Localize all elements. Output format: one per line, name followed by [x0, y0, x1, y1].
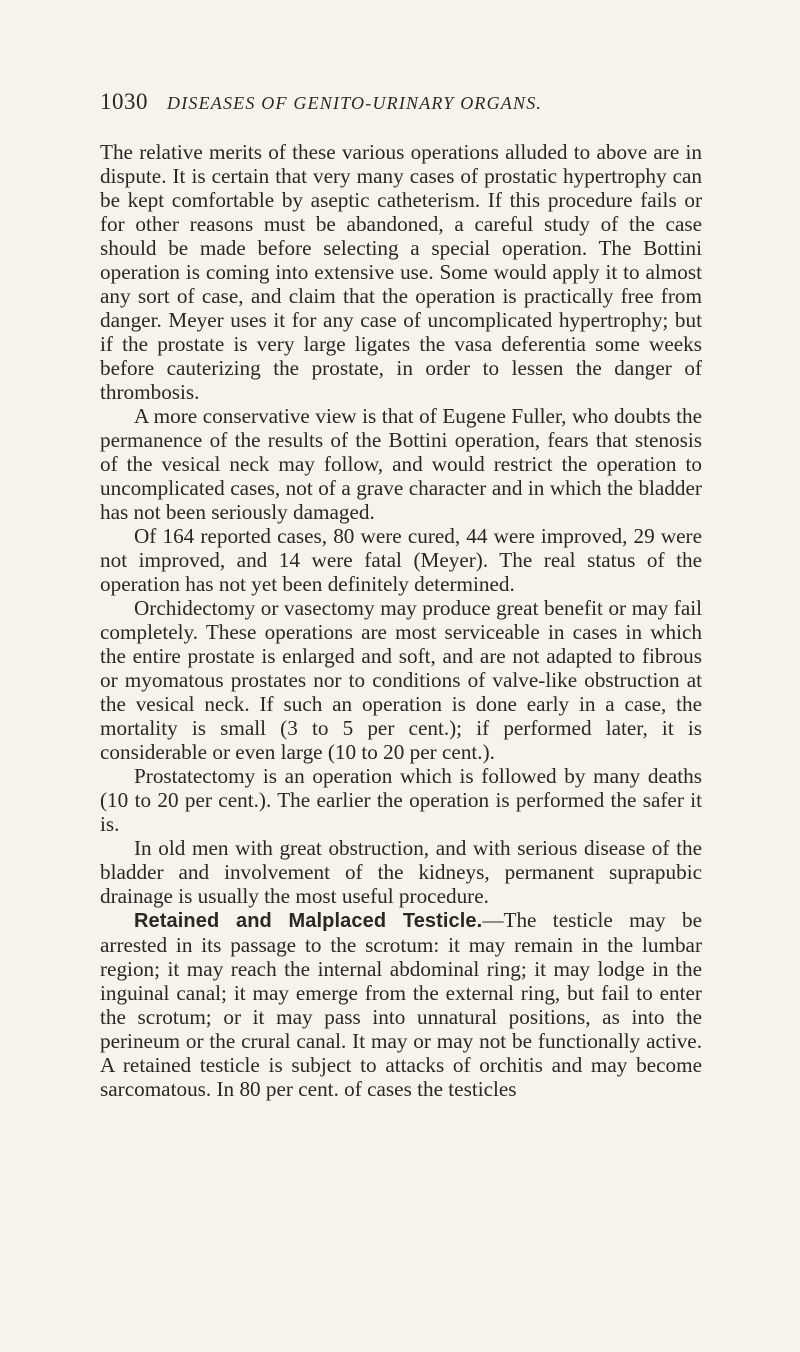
paragraph-orchidectomy: Orchidectomy or vasectomy may produce great benefit or may fail completely. These operations are most serviceable in cases in which the entire prostate is enlarged and soft, and are not adapted to fibrous or myomatous prostates nor to conditions of valve-like obstruction at the vesical neck. If such an operation is done early in a case, the mortality is small (3 to 5 per cent.); if performed later, it is considerable or even large (10 to 20 per cent.). [100, 596, 702, 764]
section-heading: Retained and Malplaced Testicle. [134, 910, 483, 932]
page-number: 1030 [100, 89, 148, 114]
section-text: —The testicle may be arrested in its passage to the scrotum: it may remain in the lumbar region; it may reach the internal abdominal ring; it may lodge in the inguinal canal; it may emerge from the external ring, but fail to enter the scrotum; or it may pass into unnatural positions, as into the perineum or the crural canal. It may or may not be functionally active. A retained testicle is subject to attacks of orchitis and may become sarcomatous. In 80 per cent. of cases the testicles [100, 908, 702, 1101]
paragraph-prostatectomy: Prostatectomy is an operation which is followed by many deaths (10 to 20 per cent.). The earlier the operation is performed the safer it is. [100, 764, 702, 836]
body-text [100, 140, 702, 1101]
paragraph-retained-testicle [100, 908, 702, 1101]
paragraph-reported-cases: Of 164 reported cases, 80 were cured, 44 were improved, 29 were not improved, and 14 were fatal (Meyer). The real status of the operation has not yet been definitely determined. [100, 524, 702, 596]
paragraph-conservative-view: A more conservative view is that of Eugene Fuller, who doubts the permanence of the results of the Bottini operation, fears that stenosis of the vesical neck may follow, and would restrict the operation to uncomplicated cases, not of a grave character and in which the bladder has not been seriously damaged. [100, 404, 702, 524]
running-title: DISEASES OF GENITO-URINARY ORGANS. [167, 93, 543, 113]
running-head [100, 88, 700, 117]
paragraph-suprapubic-drainage: In old men with great obstruction, and with serious disease of the bladder and involvement of the kidneys, permanent suprapubic drainage is usually the most useful procedure. [100, 836, 702, 908]
paragraph-operations-merits: The relative merits of these various operations alluded to above are in dispute. It is certain that very many cases of prostatic hypertrophy can be kept comfortable by aseptic catheterism. If this procedure fails or for other reasons must be abandoned, a careful study of the case should be made before selecting a special operation. The Bottini operation is coming into extensive use. Some would apply it to almost any sort of case, and claim that the operation is practically free from danger. Meyer uses it for any case of uncomplicated hypertrophy; but if the prostate is very large ligates the vasa deferentia some weeks before cauterizing the prostate, in order to lessen the danger of thrombosis. [100, 140, 702, 404]
